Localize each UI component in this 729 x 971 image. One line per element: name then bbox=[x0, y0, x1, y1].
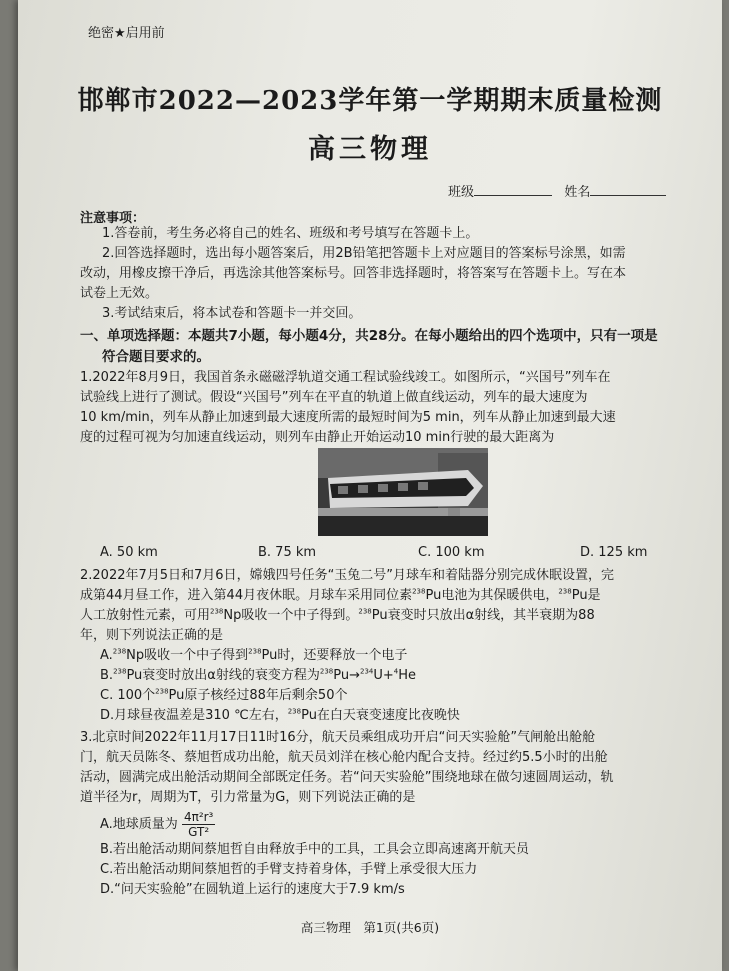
notice-item-2-line3: 试卷上无效。 bbox=[80, 286, 159, 301]
q2-line-2: 成第44月昼工作，进入第44月夜休眠。月球车采用同位素$^{238}$Pu电池为其保暖供电，$^{238}$Pu是 bbox=[80, 587, 601, 603]
maglev-train-photo bbox=[318, 448, 488, 536]
notice-item-2-line1: 2.回答选择题时，选出每小题答案后，用2B铅笔把答题卡上对应题目的答案标号涂黑，如需 bbox=[102, 246, 626, 261]
q1-line-2: 试验线上进行了测试。假设“兴国号”列车在平直的轨道上做直线运动，列车的最大速度为 bbox=[80, 390, 588, 405]
class-label: 班级 bbox=[448, 185, 475, 200]
q2-option-c: C. 100个$^{238}$Pu原子核经过88年后剩余50个 bbox=[100, 687, 348, 703]
q3-option-d: D.“问天实验舱”在圆轨道上运行的速度大于7.9 km/s bbox=[100, 882, 405, 897]
q1-line-3: 10 km/min，列车从静止加速到最大速度所需的最短时间为5 min，列车从静止加速到最大速 bbox=[80, 410, 616, 425]
q3-option-a: A.地球质量为 $\frac{\text{4π²r³}}{\text{GT²}}$ bbox=[100, 810, 214, 839]
section-heading bbox=[80, 326, 700, 368]
q2-option-b: B.$^{238}$Pu衰变时放出α射线的衰变方程为$^{238}$Pu→$^{234}$U+$^4$He bbox=[100, 667, 417, 683]
q3-option-c: C.若出舱活动期间蔡旭哲的手臂支持着身体，手臂上承受很大压力 bbox=[100, 862, 478, 877]
confidential-mark: 绝密★启用前 bbox=[88, 26, 165, 41]
q3-line-3: 活动，圆满完成出舱活动期间全部既定任务。若“问天实验舱”围绕地球在做匀速圆周运动，轨 bbox=[80, 770, 614, 785]
section-line-1: 一、单项选择题：本题共7小题，每小题4分，共28分。在每小题给出的四个选项中，只有一项是 bbox=[80, 328, 658, 344]
maglev-train-image bbox=[318, 448, 488, 536]
q3-line-2: 门，航天员陈冬、蔡旭哲成功出舱，航天员刘洋在核心舱内配合支持。经过约5.5小时的出舱 bbox=[80, 750, 608, 765]
q1-option-a: A. 50 km bbox=[100, 545, 158, 560]
section-line-2: 符合题目要求的。 bbox=[102, 349, 210, 365]
q2-option-d: D.月球昼夜温差是310 ℃左右，$^{238}$Pu在白天衰变速度比夜晚快 bbox=[100, 707, 460, 723]
notice-item-1: 1.答卷前，考生务必将自己的姓名、班级和考号填写在答题卡上。 bbox=[102, 226, 479, 241]
q2-line-4: 年，则下列说法正确的是 bbox=[80, 628, 224, 643]
page-footer: 高三物理 第1页(共6页) bbox=[300, 920, 440, 935]
q1-option-c: C. 100 km bbox=[418, 545, 485, 560]
q2-line-1: 2.2022年7月5日和7月6日，嫦娥四号任务“玉兔二号”月球车和着陆器分别完成休眠设置，完 bbox=[80, 568, 615, 583]
name-label: 姓名 bbox=[564, 185, 591, 200]
q1-line-4: 度的过程可视为匀加速直线运动，则列车由静止开始运动10 min行驶的最大距离为 bbox=[80, 430, 555, 445]
q1-line-1: 1.2022年8月9日，我国首条永磁磁浮轨道交通工程试验线竣工。如图所示，“兴国号”列车在 bbox=[80, 370, 611, 385]
q3-line-4: 道半径为r，周期为T，引力常量为G，则下列说法正确的是 bbox=[80, 790, 416, 805]
earth-mass-fraction: $\frac{\text{4π²r³}}{\text{GT²}}$ bbox=[183, 810, 214, 839]
class-name-row bbox=[448, 181, 666, 200]
exam-subject: 高三物理 bbox=[308, 134, 432, 165]
q3-option-b: B.若出舱活动期间蔡旭哲自由释放手中的工具，工具会立即高速离开航天员 bbox=[100, 842, 530, 857]
notice-item-3: 3.考试结束后，将本试卷和答题卡一并交回。 bbox=[102, 306, 362, 321]
q1-option-d: D. 125 km bbox=[580, 545, 648, 560]
name-blank bbox=[590, 195, 666, 196]
q2-option-a: A.$^{238}$Np吸收一个中子得到$^{238}$Pu时，还要释放一个电子 bbox=[100, 647, 408, 663]
q2-line-3: 人工放射性元素，可用$^{238}$Np吸收一个中子得到。$^{238}$Pu衰变时只放出α射线，其半衰期为88 bbox=[80, 607, 595, 623]
q3-line-1: 3.北京时间2022年11月17日11时16分，航天员乘组成功开启“问天实验舱”气闸舱出舱舱 bbox=[80, 730, 596, 745]
notice-heading: 注意事项： bbox=[80, 211, 146, 226]
class-blank bbox=[474, 195, 552, 196]
q1-option-b: B. 75 km bbox=[258, 545, 317, 560]
notice-item-2-line2: 改动，用橡皮擦干净后，再选涂其他答案标号。回答非选择题时，将答案写在答题卡上。写在本 bbox=[80, 266, 627, 281]
exam-title: 邯郸市2022—2023学年第一学期期末质量检测 bbox=[77, 86, 663, 116]
exam-page bbox=[18, 0, 722, 971]
